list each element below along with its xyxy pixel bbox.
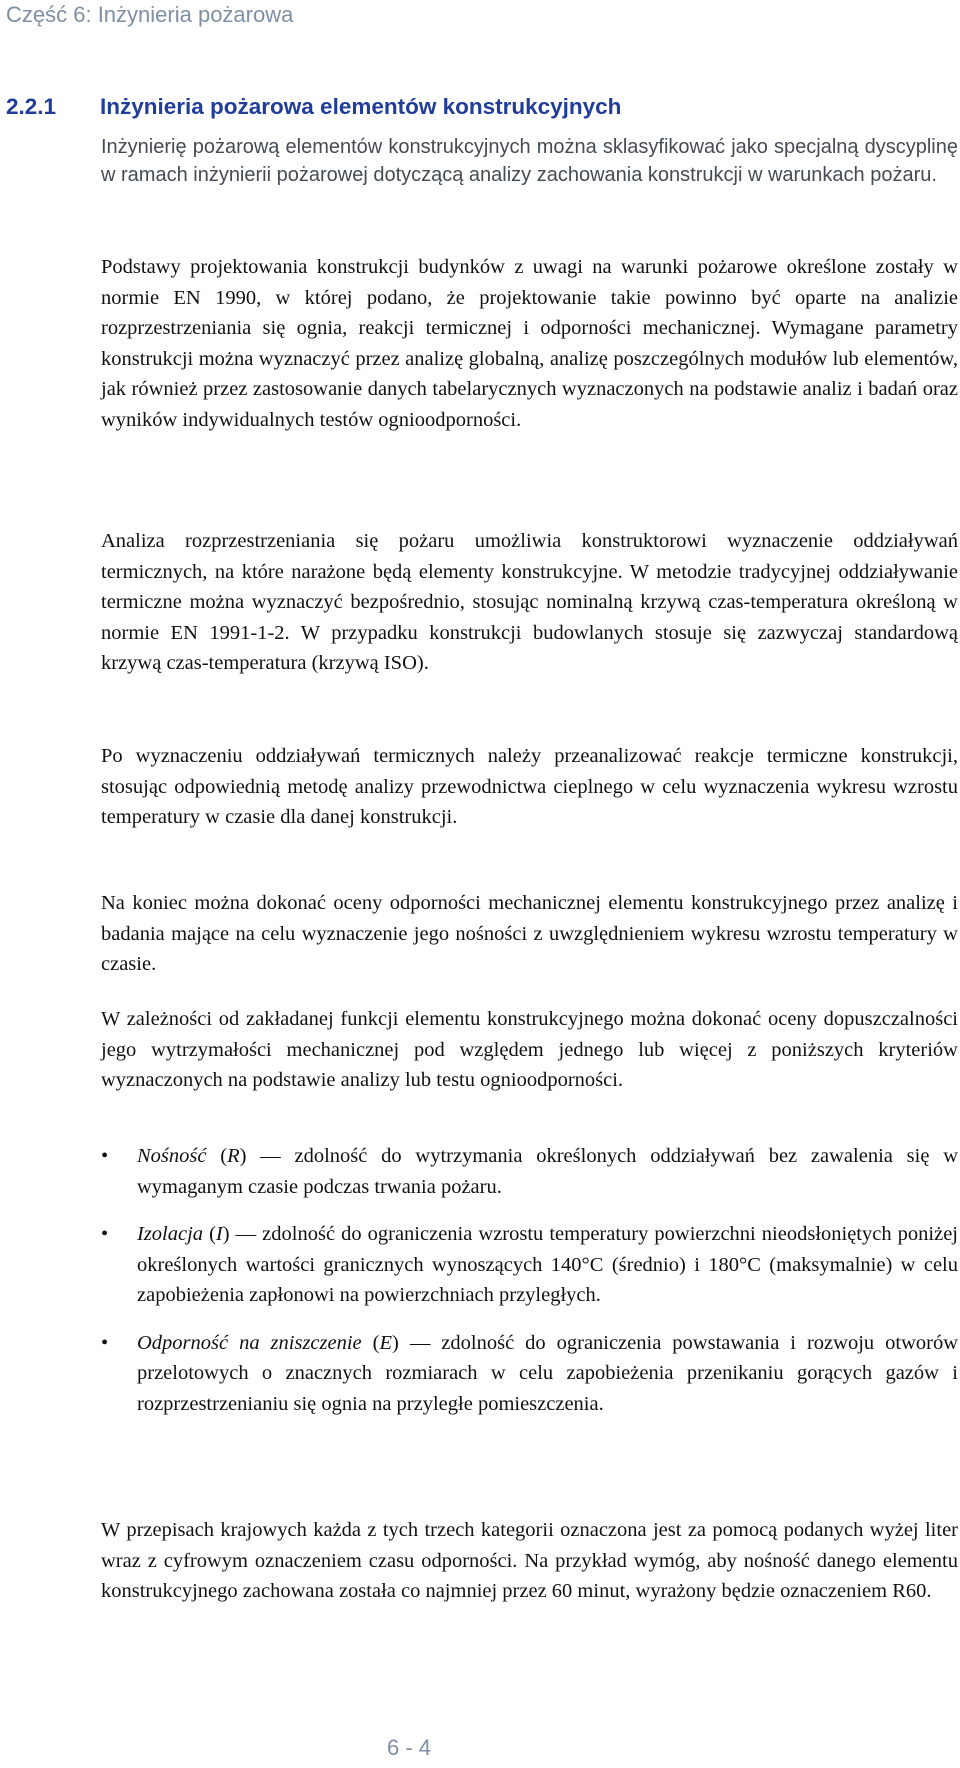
criterion-symbol: (I) <box>209 1223 230 1245</box>
body-paragraph-1: Podstawy projektowania konstrukcji budynków z uwagi na warunki pożarowe określone zostały w normie EN 1990, w której podano, że projektowanie takie powinno być oparte na analizie rozprzestrzeniania się ognia, reakcji termicznej i odporności mechanicznej. Wymagane parametry konstrukcji można wyznaczyć przez analizę globalną, analizę poszczególnych modułów lub elementów, jak również przez zastosowanie danych tabelarycznych wyznaczonych na podstawie analiz i badań oraz wyników indywidualnych testów ognioodporności. <box>101 256 958 431</box>
body-paragraph-5: W zależności od zakładanej funkcji elementu konstrukcyjnego można dokonać oceny dopuszczalności jego wytrzymałości mechanicznej pod względem jednego lub więcej z poniższych kryteriów wyznaczonych na podstawie analizy lub testu ognioodporności. <box>101 1008 958 1091</box>
bullet-icon: • <box>101 1331 109 1354</box>
body-paragraph-3: Po wyznaczeniu oddziaływań termicznych należy przeanalizować reakcje termiczne konstrukcji, stosując odpowiednią metodę analizy przewodnictwa cieplnego w celu wyznaczenia wykresu wzrostu temperatury w czasie dla danej konstrukcji. <box>101 745 958 828</box>
section-number: 2.2.1 <box>6 94 57 119</box>
criterion-term: Izolacja <box>137 1223 204 1245</box>
criterion-load-bearing <box>101 1141 958 1202</box>
body-paragraph-4: Na koniec można dokonać oceny odporności mechanicznej elementu konstrukcyjnego przez analizę i badania mające na celu wyznaczenie jego nośności z uwzględnieniem wykresu wzrostu temperatury w czasie. <box>101 892 958 975</box>
lead-paragraph: Inżynierię pożarową elementów konstrukcyjnych można sklasyfikować jako specjalną dyscyplinę w ramach inżynierii pożarowej dotyczącą analizy zachowania konstrukcji w warunkach pożaru. <box>101 136 958 186</box>
criterion-term: Nośność <box>137 1145 207 1167</box>
section-heading <box>6 94 906 120</box>
criterion-description: — zdolność do ograniczenia wzrostu temperatury powierzchni nieodsłoniętych poniżej określonych wartości granicznych wynoszących 140°C (średnio) i 180°C (maksymalnie) w celu zapobieżenia zapłonowi na powierzchniach przyległych. <box>137 1223 958 1306</box>
running-header: Część 6: Inżynieria pożarowa <box>6 2 294 27</box>
criterion-letter: R <box>227 1145 240 1167</box>
page-number: 6 - 4 <box>387 1735 432 1760</box>
criterion-symbol: (E) <box>372 1331 399 1354</box>
criteria-list <box>101 1141 958 1436</box>
bullet-icon: • <box>101 1223 109 1245</box>
criterion-letter: E <box>379 1331 393 1354</box>
criterion-symbol: (R) <box>220 1145 247 1167</box>
criterion-term: Odporność na zniszczenie <box>137 1331 362 1354</box>
section-title: Inżynieria pożarowa elementów konstrukcyjnych <box>100 94 622 119</box>
criterion-integrity <box>101 1328 958 1420</box>
criterion-insulation <box>101 1219 958 1311</box>
criterion-description: — zdolność do ograniczenia powstawania i rozwoju otworów przelotowych o znacznych rozmiarach w celu zapobieżenia przenikaniu gorących gazów i rozprzestrzenianiu się ognia na przyległe pomieszczenia. <box>137 1331 958 1415</box>
closing-paragraph: W przepisach krajowych każda z tych trzech kategorii oznaczona jest za pomocą podanych wyżej liter wraz z cyfrowym oznaczeniem czasu odporności. Na przykład wymóg, aby nośność danego elementu konstrukcyjnego zachowana została co najmniej przez 60 minut, wyrażony będzie oznaczeniem R60. <box>101 1519 958 1602</box>
criterion-letter: I <box>215 1223 223 1245</box>
body-paragraph-2: Analiza rozprzestrzeniania się pożaru umożliwia konstruktorowi wyznaczenie oddziaływań termicznych, na które narażone będą elementy konstrukcyjne. W metodzie tradycyjnej oddziaływanie termiczne można wyznaczyć bezpośrednio, stosując nominalną krzywą czas-temperatura określoną w normie EN 1991-1-2. W przypadku konstrukcji budowlanych stosuje się zazwyczaj standardową krzywą czas-temperatura (krzywą ISO). <box>101 530 958 674</box>
criterion-description: — zdolność do wytrzymania określonych oddziaływań bez zawalenia się w wymaganym czasie podczas trwania pożaru. <box>137 1145 958 1198</box>
bullet-icon: • <box>101 1145 109 1167</box>
